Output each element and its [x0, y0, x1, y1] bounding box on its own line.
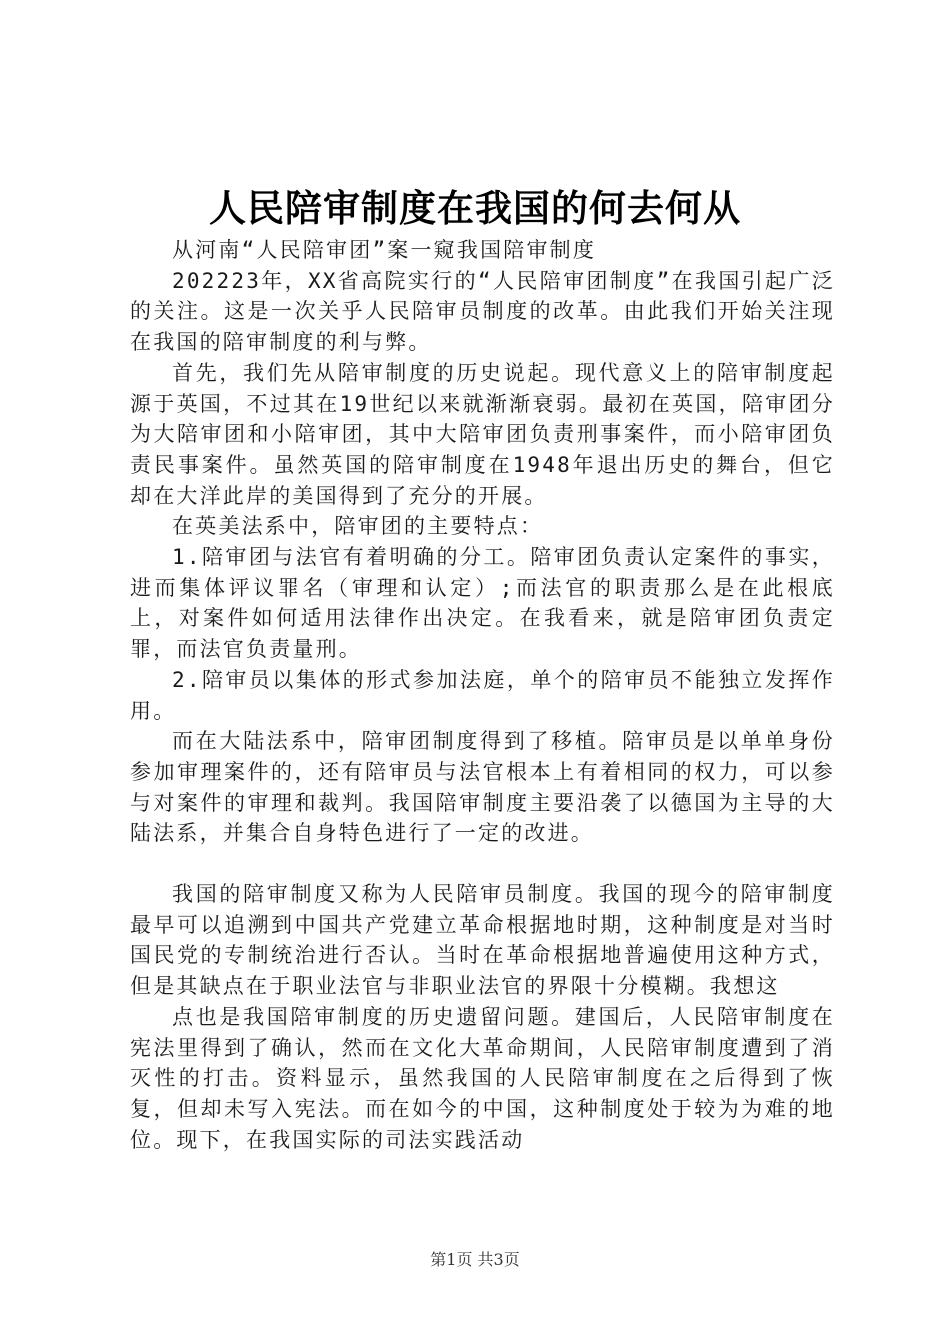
document-body	[130, 235, 835, 1155]
page-number-footer: 第1页 共3页	[430, 1250, 520, 1269]
paragraph-intro: 202223年，XX省高院实行的“人民陪审团制度”在我国引起广泛的关注。这是一次关乎人民陪审员制度的改革。由此我们开始关注现在我国的陪审制度的利与弊。	[130, 268, 835, 355]
paragraph-continuation: 点也是我国陪审制度的历史遗留问题。建国后，人民陪审制度在宪法里得到了确认，然而在文化大革命期间，人民陪审制度遭到了消灭性的打击。资料显示，虽然我国的人民陪审制度在之后得到了恢复，但却未写入宪法。而在如今的中国，这种制度处于较为为难的地位。现下，在我国实际的司法实践活动	[130, 1004, 835, 1152]
subtitle-paragraph: 从河南“人民陪审团”案一窥我国陪审制度	[172, 238, 597, 262]
document-title: 人民陪审制度在我国的何去何从	[209, 186, 741, 230]
list-item-2: 2.陪审员以集体的形式参加法庭，单个的陪审员不能独立发挥作用。	[130, 667, 835, 723]
paragraph-china-system: 我国的陪审制度又称为人民陪审员制度。我国的现今的陪审制度最早可以追溯到中国共产党建立革命根据地时期，这种制度是对当时国民党的专制统治进行否认。当时在革命根据地普遍使用这种方式，但是其缺点在于职业法官与非职业法官的界限十分模糊。我想这	[130, 882, 835, 999]
paragraph-continental: 而在大陆法系中，陪审团制度得到了移植。陪审员是以单单身份参加审理案件的，还有陪审员与法官根本上有着相同的权力，可以参与对案件的审理和裁判。我国陪审制度主要沿袭了以德国为主导的大陆法系，并集合自身特色进行了一定的改进。	[130, 729, 835, 846]
paragraph-spacer	[130, 849, 835, 879]
paragraph-history: 首先，我们先从陪审制度的历史说起。现代意义上的陪审制度起源于英国，不过其在19世纪以来就渐渐衰弱。最初在英国，陪审团分为大陪审团和小陪审团，其中大陪审团负责刑事案件，而小陪审团负责民事案件。虽然英国的陪审制度在1948年退出历史的舞台，但它却在大洋此岸的美国得到了充分的开展。	[130, 360, 835, 508]
paragraph-features-heading: 在英美法系中，陪审团的主要特点：	[172, 514, 544, 539]
list-item-1: 1.陪审团与法官有着明确的分工。陪审团负责认定案件的事实，进而集体评议罪名（审理和认定）;而法官的职责那么是在此根底上，对案件如何适用法律作出决定。在我看来，就是陪审团负责定罪，而法官负责量刑。	[130, 545, 835, 662]
